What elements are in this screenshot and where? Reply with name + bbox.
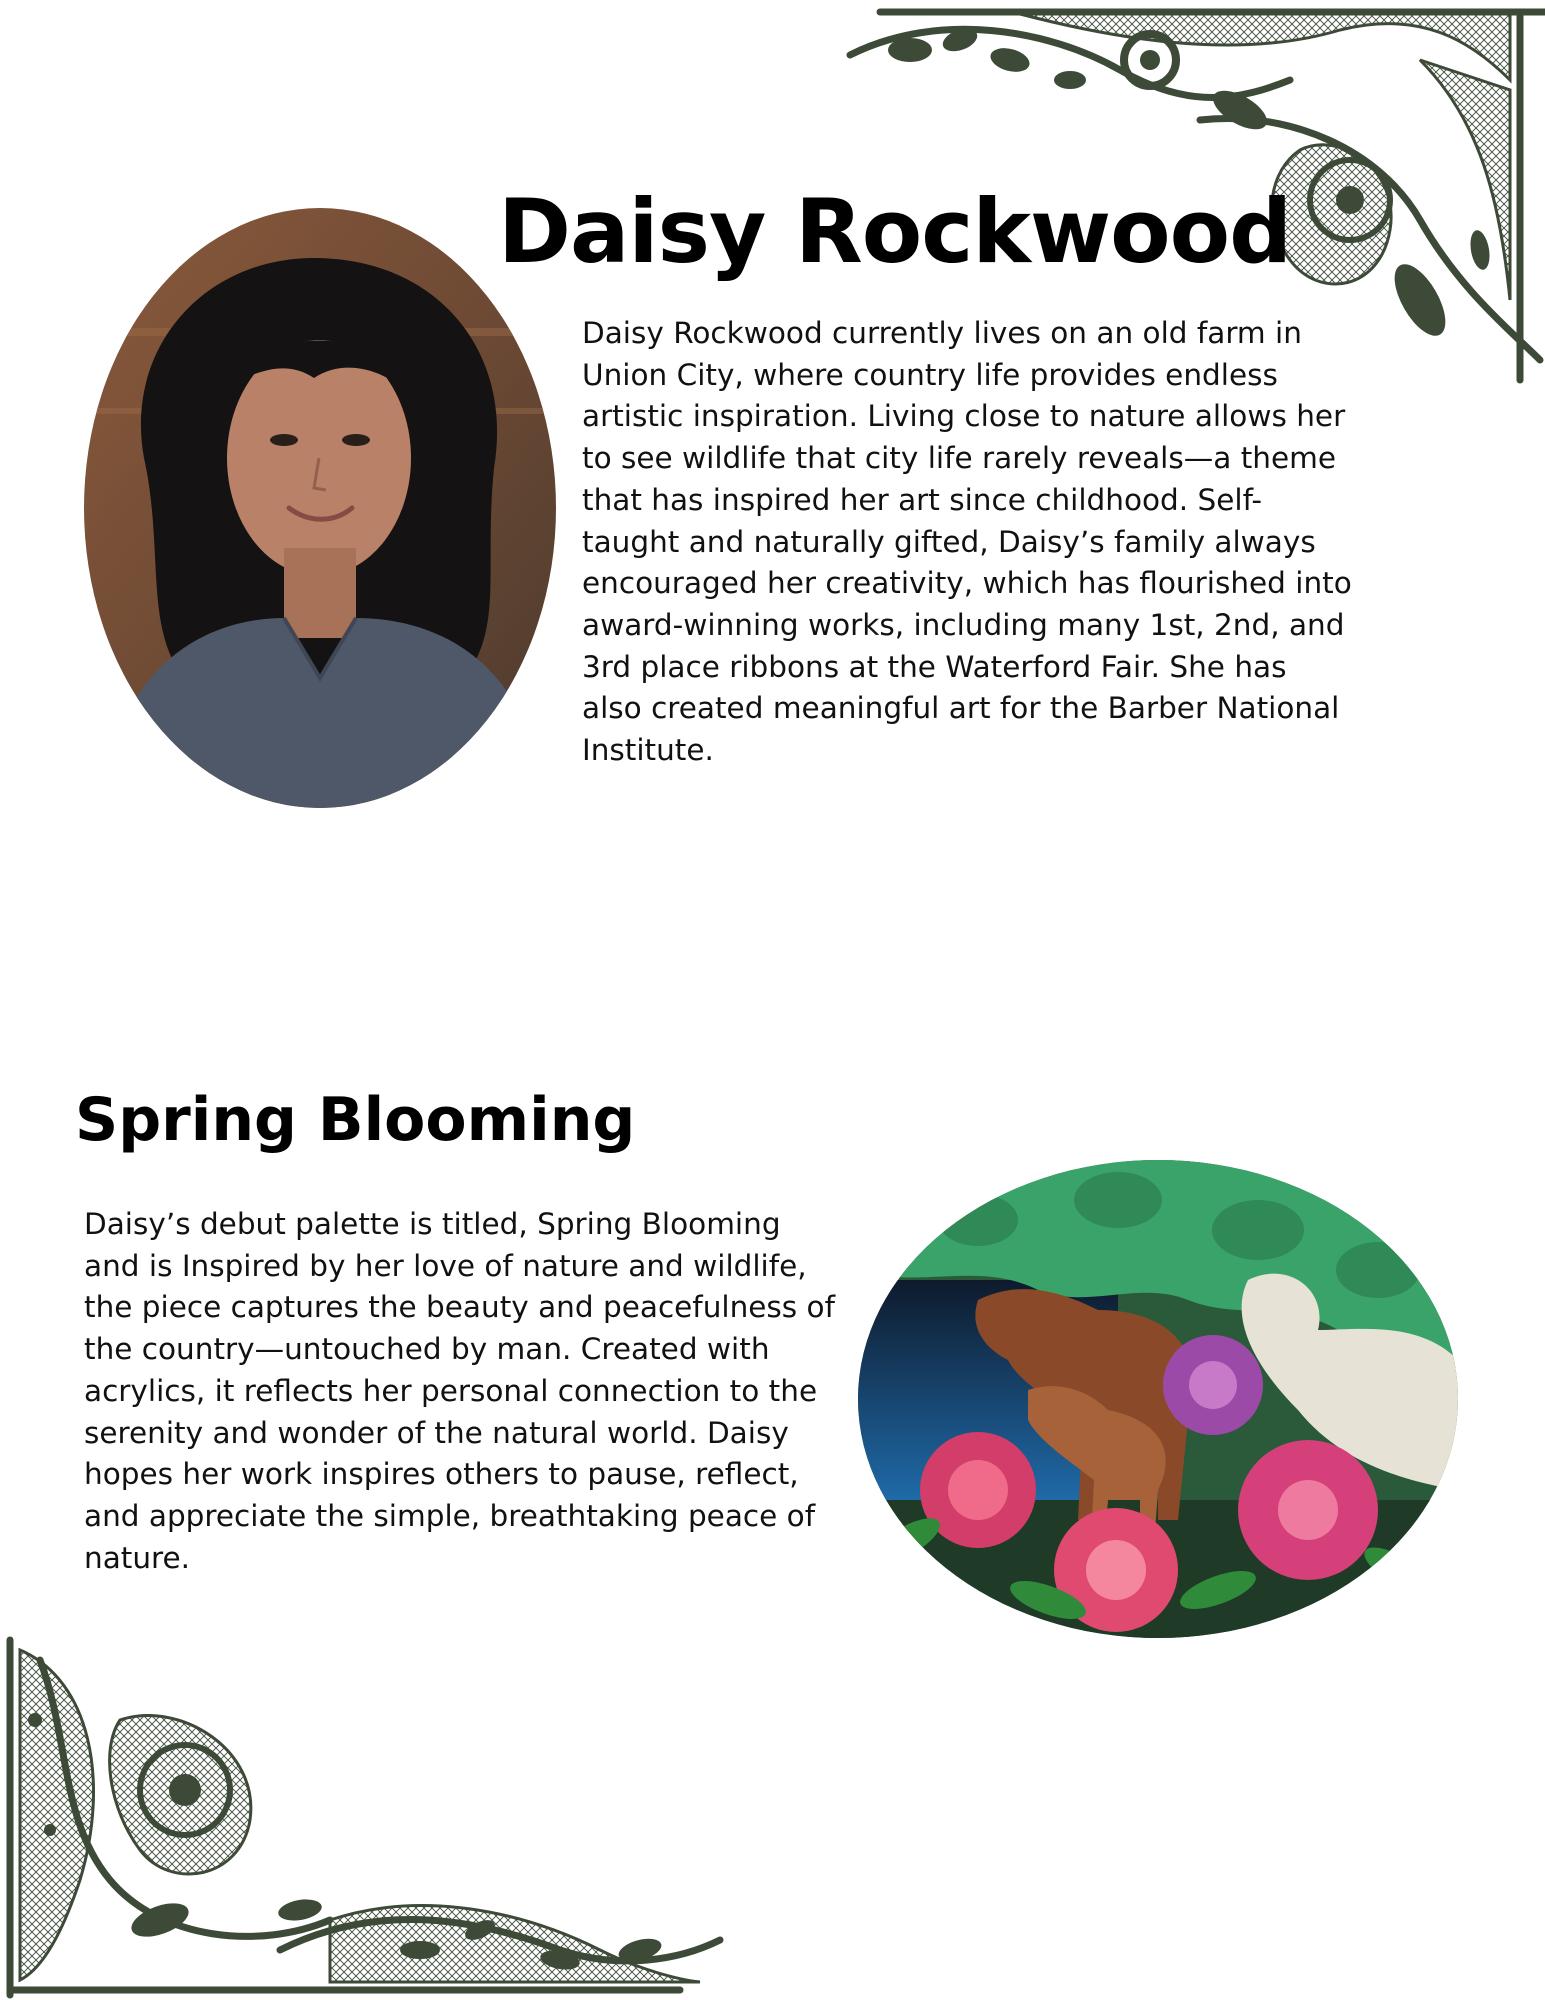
artwork-painting-image: [858, 1160, 1458, 1638]
lace-ornament-bottom-left: [0, 1620, 740, 2000]
artist-bio-paragraph: Daisy Rockwood currently lives on an old farm in Union City, where country life provides endless artistic inspiration. Living close to nature allows her to see wildlife that city life rarely reveals—a theme that has inspired her art since childhood. Self-taught and naturally gifted, Daisy’s family always encouraged her creativity, which has flourished into award-winning works, including many 1st, 2nd, and 3rd place ribbons at the Waterford Fair. She has also created meaningful art for the Barber National Institute.: [582, 316, 1352, 768]
artwork-title-heading: Spring Blooming: [75, 1085, 636, 1155]
artwork-description-paragraph: Daisy’s debut palette is titled, Spring Blooming and is Inspired by her love of nature and wildlife, the piece captures the beauty and peacefulness of the country—untouched by man. Created with acrylics, it reflects her personal connection to the serenity and wonder of the natural world. Daisy hopes her work inspires others to pause, reflect, and appreciate the simple, breathtaking peace of nature.: [84, 1207, 835, 1575]
artist-portrait-photo: [84, 208, 556, 808]
artist-name-heading: Daisy Rockwood: [498, 180, 1292, 283]
